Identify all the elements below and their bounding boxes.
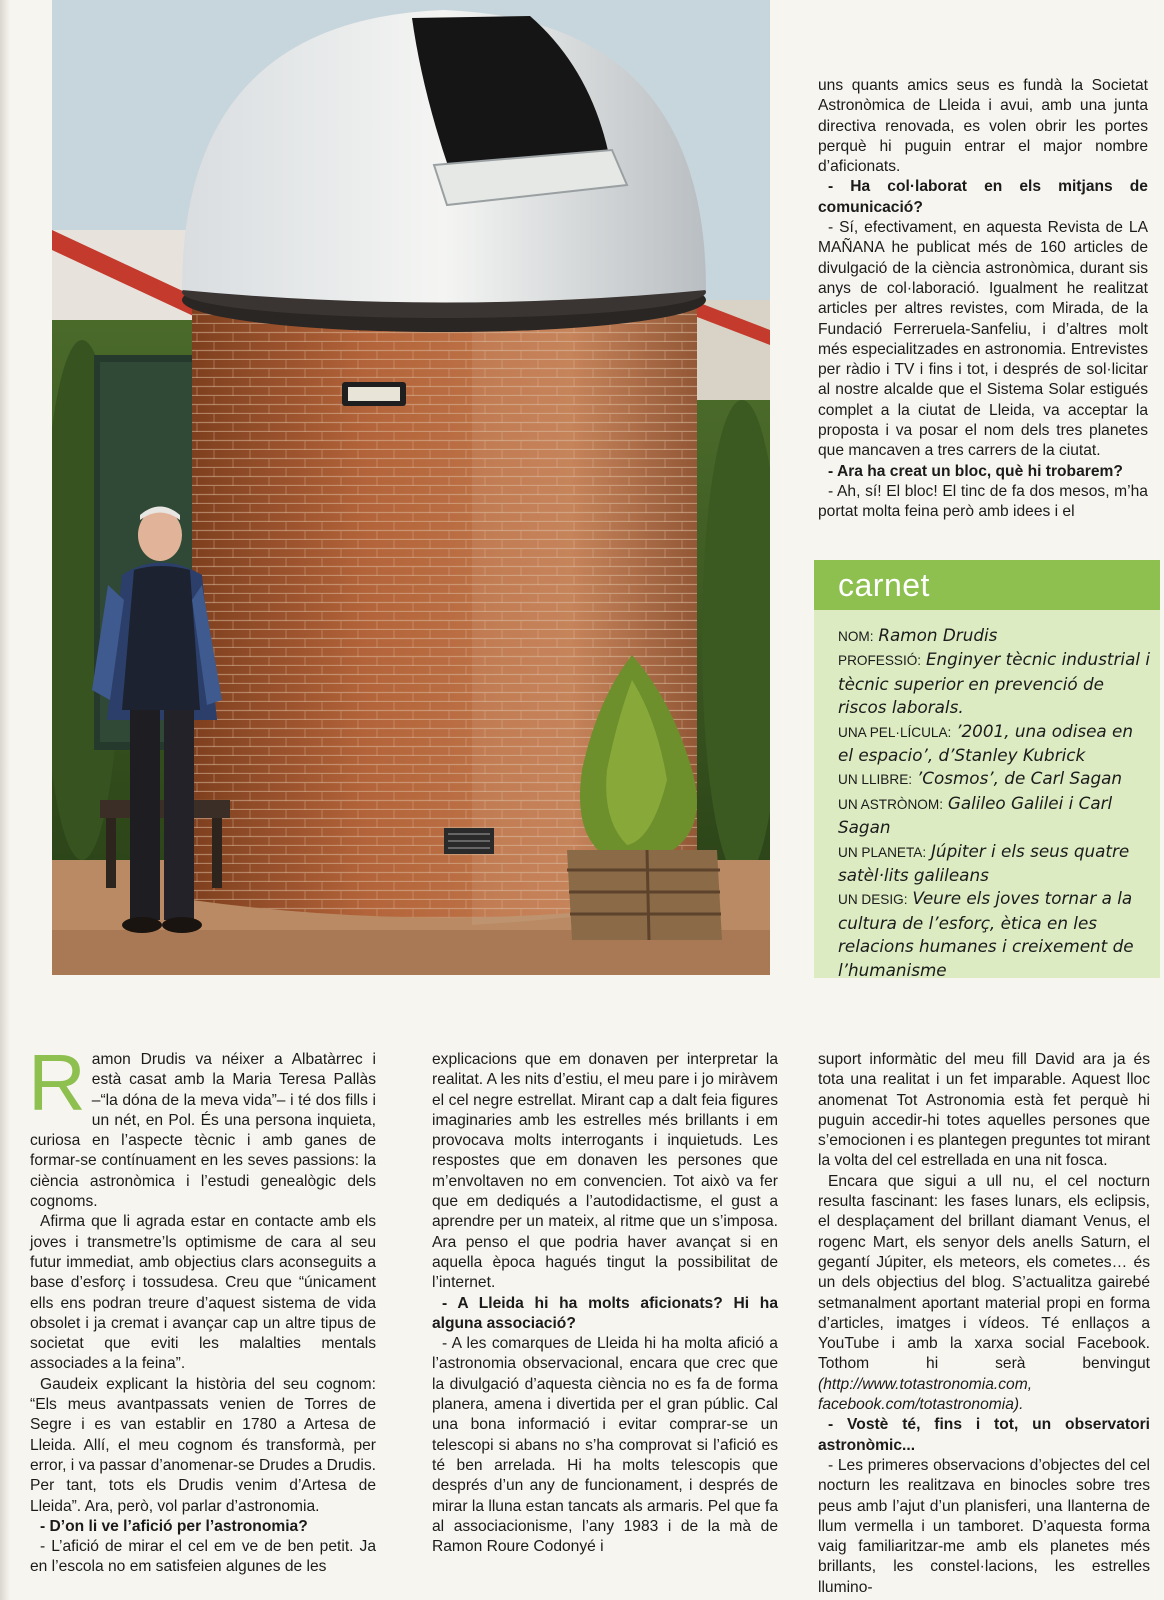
carnet-label: UNA PEL·LÍCULA: [838, 724, 952, 740]
carnet-value: Veure els joves tornar a la cultura de l’esforç, ètica en les relacions humanes i creixement de l’humanisme [838, 888, 1134, 980]
question: - A Lleida hi ha molts aficionats? Hi ha alguna associació? [432, 1294, 778, 1332]
carnet-label: UN DESIG: [838, 892, 908, 908]
carnet-label: UN LLIBRE: [838, 772, 913, 788]
carnet-entry-astronomer [838, 792, 1152, 840]
carnet-entry-book [838, 767, 1152, 791]
carnet-value: Enginyer tècnic industrial i tècnic superior en prevenció de riscos laborals. [838, 649, 1151, 718]
observatory-illustration [52, 0, 770, 975]
carnet-entry-planet [838, 840, 1152, 888]
carnet-label: PROFESSIÓ: [838, 653, 922, 669]
carnet-label: NOM: [838, 629, 874, 644]
carnet-entry-film [838, 720, 1152, 768]
paragraph: - A les comarques de Lleida hi ha molta afició a l’astronomia observacional, encara que crec que la divulgació d’aquesta ciència no es fa de forma planera, amena i divertida per el gran públic. Cal una bona informació i evitar comprar-se un telescopi si abans no s’ha comprovat si l’afició es té ben arrelada. Hi ha molts telescopis que després d’un any de funcionament, i després de mirar la lluna estan tancats als armaris. Pel que fa al associacionisme, l’any 1983 i de la mà de Ramon Roure Codonyé i [432, 1335, 778, 1556]
top-right-column [818, 76, 1148, 523]
question: - D’on li ve l’afició per l’astronomia? [40, 1517, 308, 1535]
paragraph: Gaudeix explicant la història del seu cognom: “Els meus avantpassats venien de Torres de Segre i es van establir en 1780 a Artesa de Lleida. Allí, el meu cognom és transformà, per error, i va passar d’anomenar-se Drudes a Drudis. Per tant, tots els Drudis venim d’Artesa de Lleida”. Ara, però, vol parlar d’astronomia. [30, 1375, 376, 1515]
carnet-entry-name [838, 624, 1152, 648]
paragraph: - Ah, sí! El bloc! El tinc de fa dos mesos, m’ha portat molta feina però amb idees i el [818, 482, 1148, 521]
paragraph-blog [818, 1172, 1150, 1416]
question: - Vostè té, fins i tot, un observatori astronòmic... [818, 1416, 1150, 1454]
column-3 [818, 1050, 1150, 1598]
paragraph: - Les primeres observacions d’objectes del cel nocturn les realitzava en binocles sobre tres peus amb l’ajut d’un planisferi, una llanterna de llum vermella i un tamboret. D’aquesta forma vaig familiaritzar-me amb els planetes més brillants, les constel·lacions, les estrelles llumino- [818, 1456, 1150, 1596]
page-edge [0, 0, 10, 1600]
question: - Ha col·laborat en els mitjans de comunicació? [818, 178, 1148, 216]
carnet-label: UN PLANETA: [838, 844, 927, 860]
column-2 [432, 1050, 778, 1557]
carnet-entry-wish [838, 887, 1152, 982]
question: - Ara ha creat un bloc, què hi trobarem? [828, 462, 1123, 480]
observatory-photo [52, 0, 770, 975]
carnet-value: Ramon Drudis [878, 625, 998, 645]
carnet-box [814, 560, 1160, 978]
carnet-value: Galileo Galilei i Carl Sagan [838, 792, 1113, 838]
paragraph: suport informàtic del meu fill David ara ja és tota una realitat i un fet imparable. Aquest lloc anomenat Tot Astronomia està fet perquè hi puguin accedir-hi totes aquelles persones que s’emocionen i es plantegen preguntes tot mirant la volta del cel estrellada en una nit fosca. [818, 1051, 1150, 1170]
carnet-value: ’2001, una odisea en el espacio’, d’Stanley Kubrick [838, 720, 1133, 766]
paragraph-text: Encara que sigui a ull nu, el cel nocturn resulta fascinant: les fases lunars, els eclipsis, el desplaçament del brillant diamant Venus, el rogenc Mart, els senyor dels anells Saturn, el gegantí Júpiter, els meteors, els cometes… és un dels objectius del blog. S’actualitza gairebé setmanalment aportant material propi en forma d’articles, imatges i vídeos. Té enllaços a YouTube i amb la xarxa social Facebook. Tothom hi serà benvingut [818, 1172, 1150, 1373]
carnet-value: ’Cosmos’, de Carl Sagan [916, 768, 1123, 789]
paragraph: - L’afició de mirar el cel em ve de ben petit. Ja en l’escola no em satisfeien algunes de les [30, 1538, 376, 1576]
carnet-body [814, 610, 1160, 982]
blog-links: (http://www.totastronomia.com, facebook.com/totastronomia). [818, 1375, 1033, 1414]
carnet-title: carnet [814, 560, 1160, 610]
column-1 [28, 1038, 376, 1578]
paragraph: uns quants amics seus es fundà la Societat Astronòmica de Lleida i avui, amb una junta directiva renovada, es volen obrir les portes perquè hi puguin entrar el major nombre d’aficionats. [818, 77, 1148, 176]
intro-text: amon Drudis va néixer a Albatàrrec i està casat amb la Maria Teresa Pallàs –“la dóna de la meva vida”– i té dos fills i un nét, en Pol. És una persona inquieta, curiosa en l’aspecte tècnic i amb ganes de formar-se contínuament en les seves passions: la ciència astronòmica i l’estudi genealògic dels cognoms. [30, 1051, 376, 1211]
drop-cap: R [28, 1038, 86, 1127]
intro-paragraph [28, 1038, 376, 1212]
paragraph: - Sí, efectivament, en aquesta Revista de LA MAÑANA he publicat més de 160 articles de divulgació de la ciència astronòmica, durant sis anys de col·laboració. Igualment he realitzat articles per altres revistes, com Mirada, de la Fundació Ferreruela-Sanfeliu, i d’altres molt més especialitzades en astronomia. Entrevistes per ràdio i TV i fins i tot, i després de sol·licitar al nostre alcalde que el Sistema Solar estigués complet a la ciutat de Lleida, va acceptar la proposta i va posar el nom dels tres planetes que mancaven a tres carrers de la ciutat. [818, 219, 1148, 460]
carnet-value: Júpiter i els seus quatre satèl·lits galileans [838, 840, 1130, 886]
carnet-label: UN ASTRÒNOM: [838, 796, 943, 812]
paragraph: Afirma que li agrada estar en contacte amb els joves i transmetre’ls optimisme de cara al seu futur immediat, amb objectius clars aconseguits a base d’esforç i tossudesa. Creu que “únicament ells ens podran treure d’aquest sistema de vida obsolet i ja cremat i avançar cap un altre tipus de societat que eviti les malalties mentals associades a la feina”. [30, 1213, 376, 1373]
paragraph: explicacions que em donaven per interpretar la realitat. A les nits d’estiu, el meu pare i jo miràvem el cel negre estrellat. Mirant cap a dalt feia figures imaginaries amb les estrelles més brillants i em provocava molts interrogants i inquietuds. Les respostes que em donaven les persones que m’envoltaven no em convencien. Tot això va fer que em dediqués a l’autodidactisme, el gust a aprendre per un mateix, al ritme que un s’imposa. Ara penso el que podria haver avançat si en aquella època hagués tingut la possibilitat de l’internet. [432, 1051, 778, 1292]
carnet-entry-profession [838, 648, 1152, 719]
